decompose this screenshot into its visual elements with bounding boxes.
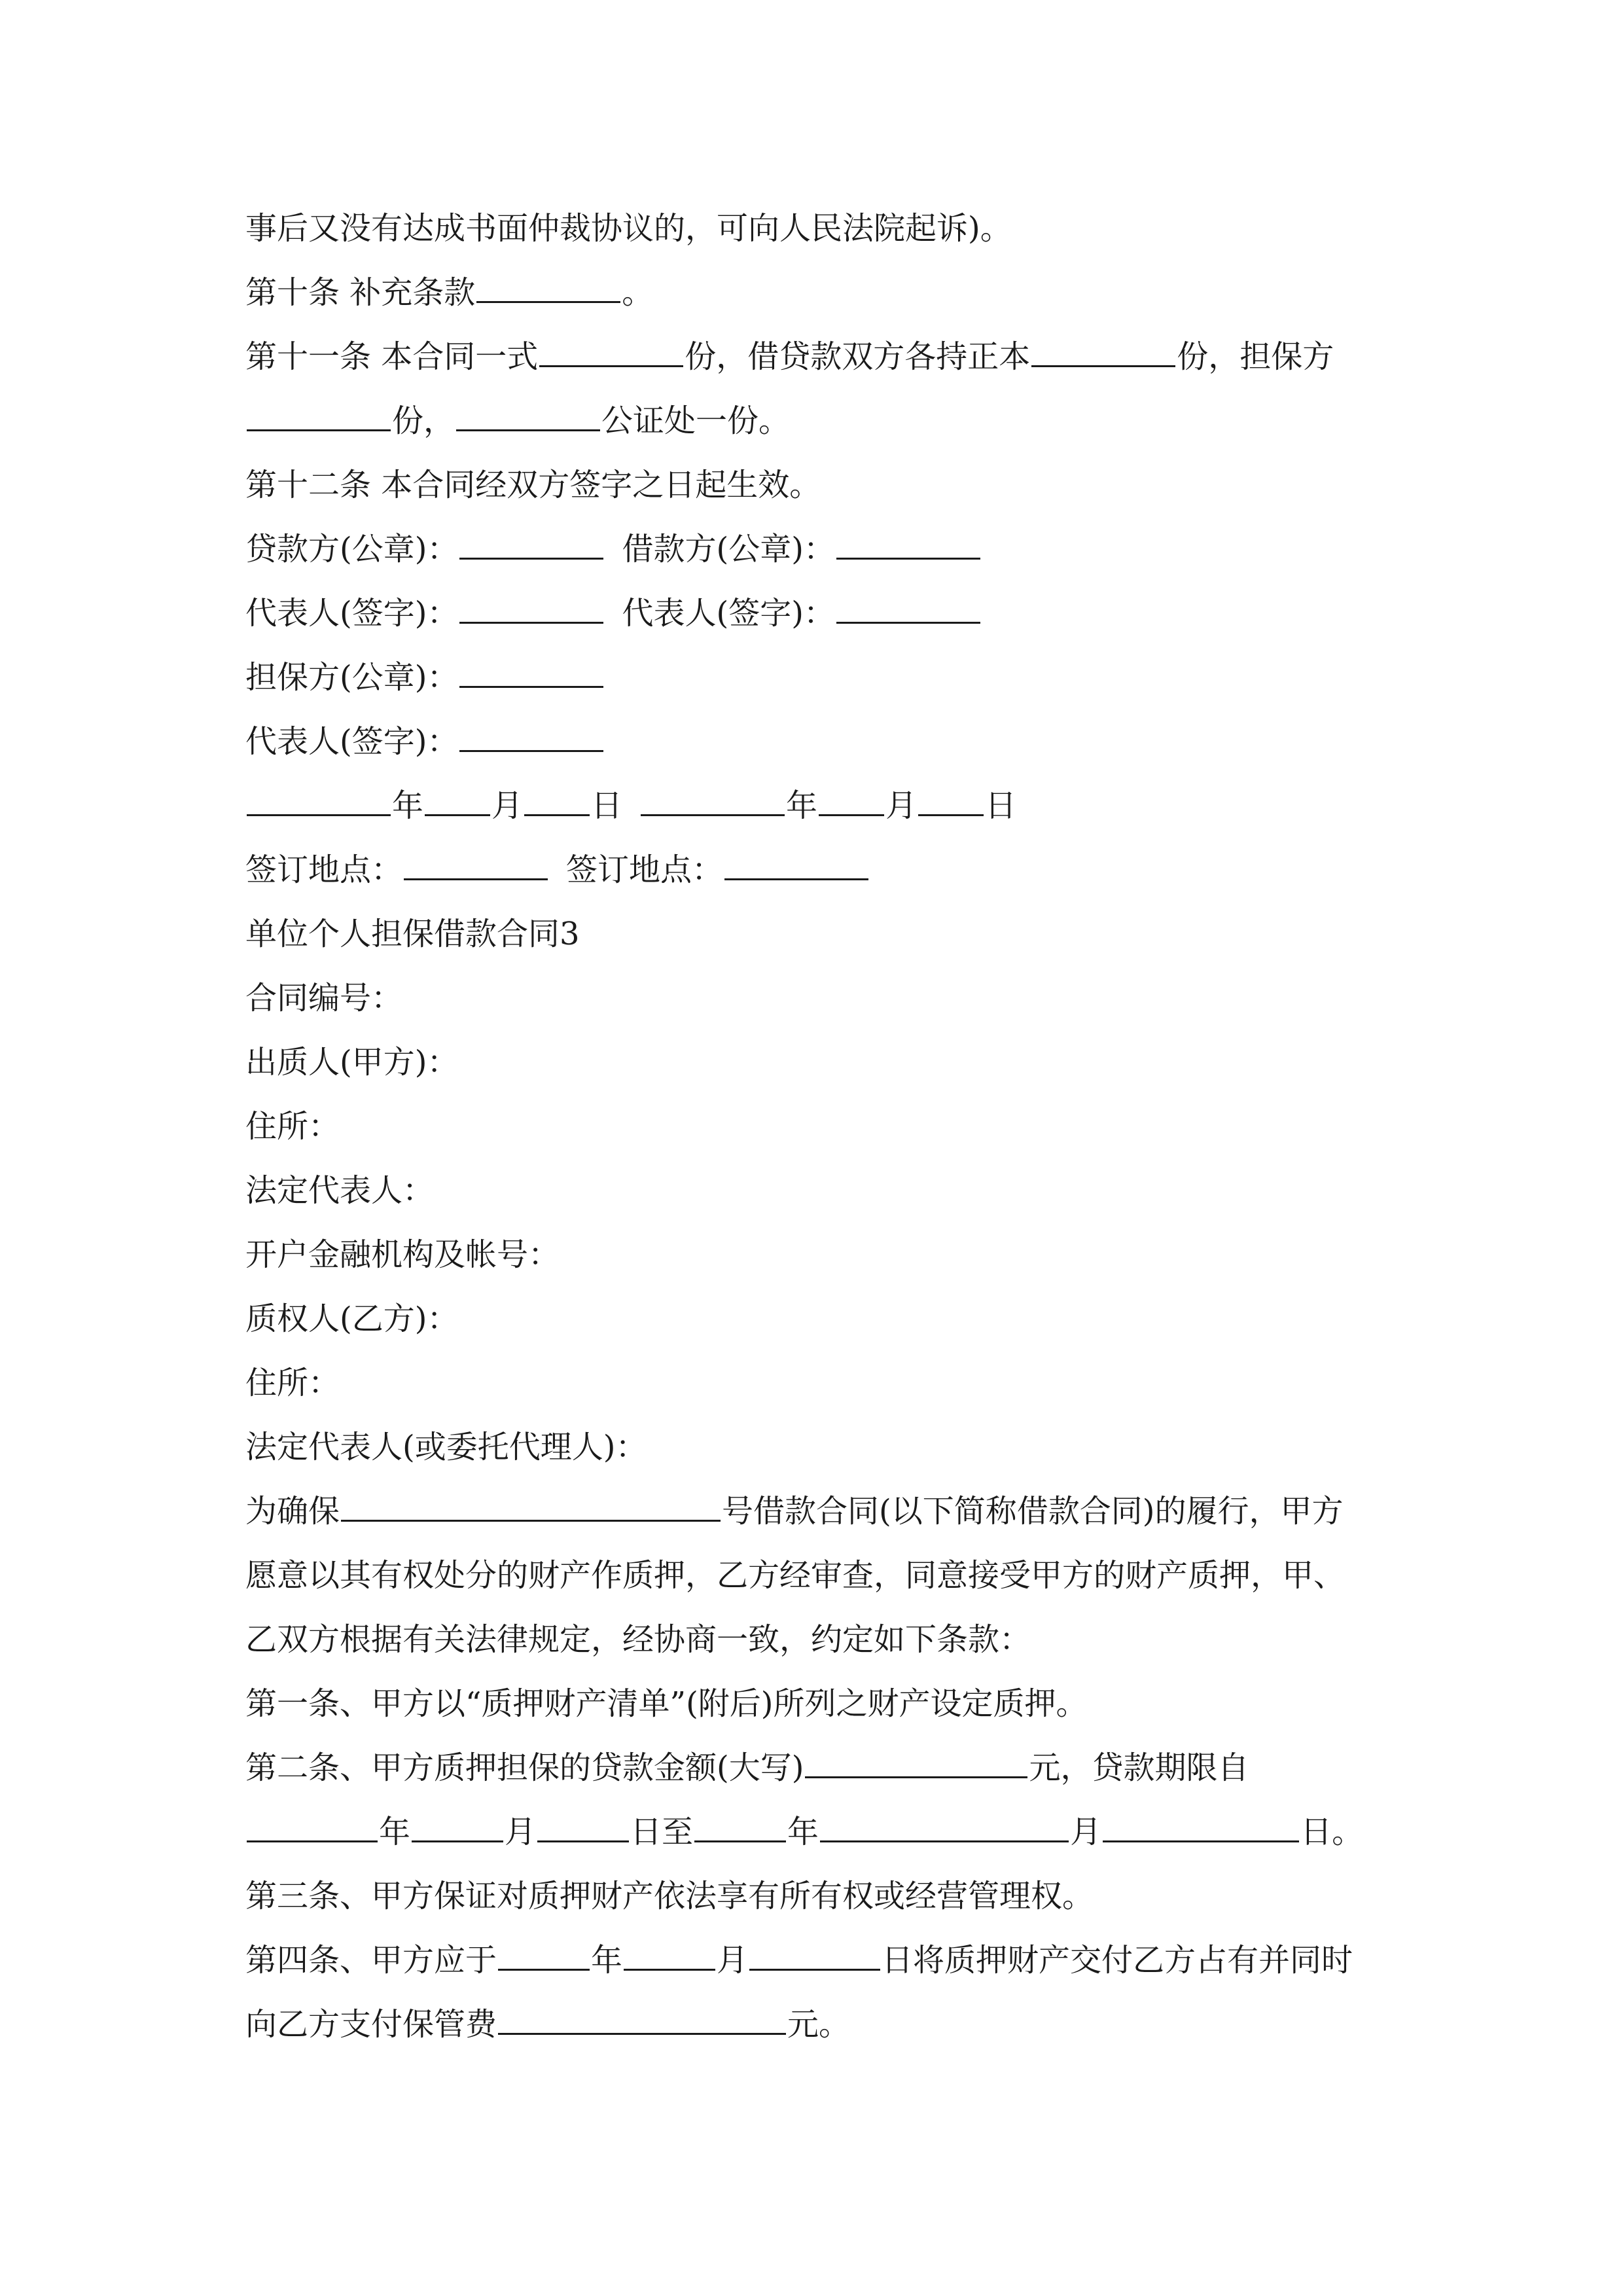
text-line bbox=[245, 847, 870, 893]
fill-blank[interactable] bbox=[524, 783, 590, 816]
fill-blank[interactable] bbox=[836, 590, 980, 624]
fill-blank[interactable] bbox=[498, 1937, 590, 1971]
text-line bbox=[245, 1873, 1094, 1919]
text-segment: 日 bbox=[985, 787, 1017, 824]
fill-blank[interactable] bbox=[459, 590, 603, 624]
fill-blank[interactable] bbox=[1103, 1809, 1299, 1842]
fill-blank[interactable] bbox=[539, 334, 683, 367]
text-line bbox=[245, 1232, 560, 1278]
text-segment: 份，借贷款双方各持正本 bbox=[685, 338, 1031, 375]
text-segment: 日。 bbox=[1300, 1814, 1364, 1850]
text-segment: 担保方(公章)： bbox=[245, 659, 459, 696]
fill-blank[interactable] bbox=[341, 1488, 721, 1522]
text-segment: 年 bbox=[787, 1814, 819, 1850]
text-segment: 日至 bbox=[630, 1814, 694, 1850]
text-segment: 向乙方支付保管费 bbox=[245, 2006, 497, 2043]
text-segment: 法定代表人： bbox=[245, 1172, 435, 1209]
text-segment: 为确保 bbox=[245, 1493, 340, 1530]
text-segment: 住所： bbox=[245, 1108, 340, 1145]
fill-blank[interactable] bbox=[918, 783, 984, 816]
fill-blank[interactable] bbox=[459, 719, 603, 752]
text-line bbox=[245, 1360, 340, 1406]
text-segment: 第十一条 本合同一式 bbox=[245, 338, 539, 375]
text-line bbox=[245, 1296, 458, 1342]
fill-blank[interactable] bbox=[1031, 334, 1175, 367]
text-segment: 日将质押财产交付乙方占有并同时 bbox=[882, 1942, 1353, 1979]
fill-blank[interactable] bbox=[498, 2001, 786, 2035]
text-line bbox=[245, 1937, 1353, 1983]
text-segment: 。 bbox=[622, 274, 654, 311]
text-line bbox=[245, 1424, 647, 1470]
text-line bbox=[245, 1681, 1088, 1727]
text-line bbox=[245, 1488, 1343, 1534]
text-line bbox=[245, 1039, 458, 1085]
text-line bbox=[245, 1745, 1249, 1791]
text-line bbox=[245, 975, 402, 1021]
text-line bbox=[245, 1103, 340, 1149]
text-segment: 事后又没有达成书面仲裁协议的，可向人民法院起诉)。 bbox=[245, 210, 1012, 247]
text-segment: 月 bbox=[505, 1814, 537, 1850]
fill-blank[interactable] bbox=[404, 847, 548, 880]
text-segment: 元，贷款期限自 bbox=[1029, 1749, 1249, 1786]
text-line bbox=[245, 1809, 1363, 1855]
text-segment: 愿意以其有权处分的财产作质押，乙方经审查，同意接受甲方的财产质押，甲、 bbox=[245, 1557, 1346, 1594]
text-line bbox=[245, 462, 821, 508]
fill-blank[interactable] bbox=[819, 783, 884, 816]
text-segment: 出质人(甲方)： bbox=[245, 1044, 459, 1081]
text-segment: 代表人(签字)： bbox=[622, 595, 835, 632]
text-segment: 法定代表人(或委托代理人)： bbox=[245, 1429, 647, 1465]
fill-blank[interactable] bbox=[749, 1937, 880, 1971]
text-segment: 第四条、甲方应于 bbox=[245, 1942, 497, 1979]
text-segment: 公证处一份。 bbox=[601, 403, 791, 439]
fill-blank[interactable] bbox=[724, 847, 868, 880]
text-line bbox=[245, 2001, 850, 2047]
fill-blank[interactable] bbox=[476, 270, 620, 303]
text-segment: 号借款合同(以下简称借款合同)的履行，甲方 bbox=[722, 1493, 1344, 1530]
text-line bbox=[245, 655, 605, 700]
fill-blank[interactable] bbox=[247, 1809, 378, 1842]
fill-blank[interactable] bbox=[641, 783, 785, 816]
text-segment: 第十二条 本合同经双方签字之日起生效。 bbox=[245, 467, 821, 503]
text-segment: 单位个人担保借款合同3 bbox=[245, 916, 580, 952]
text-segment: 第三条、甲方保证对质押财产依法享有所有权或经营管理权。 bbox=[245, 1878, 1094, 1914]
text-segment: 住所： bbox=[245, 1365, 340, 1401]
fill-blank[interactable] bbox=[805, 1745, 1027, 1778]
fill-blank[interactable] bbox=[624, 1937, 715, 1971]
text-segment: 贷款方(公章)： bbox=[245, 531, 459, 567]
text-segment: 借款方(公章)： bbox=[622, 531, 835, 567]
text-line bbox=[245, 270, 653, 315]
text-segment: 元。 bbox=[787, 2006, 851, 2043]
text-segment: 代表人(签字)： bbox=[245, 723, 459, 760]
text-segment: 第一条、甲方以“质押财产清单”(附后)所列之财产设定质押。 bbox=[245, 1685, 1088, 1722]
text-segment: 代表人(签字)： bbox=[245, 595, 459, 632]
text-segment: 乙双方根据有关法律规定，经协商一致，约定如下条款： bbox=[245, 1621, 1031, 1658]
fill-blank[interactable] bbox=[425, 783, 490, 816]
text-line bbox=[245, 526, 982, 572]
text-line bbox=[245, 206, 1012, 251]
fill-blank[interactable] bbox=[247, 783, 391, 816]
text-segment: 月 bbox=[717, 1942, 749, 1979]
fill-blank[interactable] bbox=[247, 398, 391, 431]
text-line bbox=[245, 398, 790, 444]
fill-blank[interactable] bbox=[459, 526, 603, 560]
text-segment: 签订地点： bbox=[245, 852, 403, 888]
text-segment: 合同编号： bbox=[245, 980, 403, 1016]
fill-blank[interactable] bbox=[537, 1809, 629, 1842]
text-segment: 第二条、甲方质押担保的贷款金额(大写) bbox=[245, 1749, 804, 1786]
text-line bbox=[245, 1617, 1031, 1662]
text-segment: 开户金融机构及帐号： bbox=[245, 1236, 560, 1273]
text-line bbox=[245, 1552, 1345, 1598]
section-title bbox=[245, 911, 580, 957]
text-segment: 月 bbox=[885, 787, 918, 824]
text-segment: 第十条 补充条款 bbox=[245, 274, 476, 311]
text-line bbox=[245, 590, 982, 636]
text-line bbox=[245, 719, 605, 764]
text-segment: 份， bbox=[392, 403, 455, 439]
text-line bbox=[245, 783, 1016, 829]
text-segment: 签订地点： bbox=[566, 852, 724, 888]
text-line bbox=[245, 334, 1334, 380]
text-segment: 质权人(乙方)： bbox=[245, 1300, 459, 1337]
fill-blank[interactable] bbox=[459, 655, 603, 688]
text-segment: 份，担保方 bbox=[1177, 338, 1334, 375]
fill-blank[interactable] bbox=[820, 1809, 1069, 1842]
text-segment: 日 bbox=[591, 787, 623, 824]
fill-blank[interactable] bbox=[694, 1809, 786, 1842]
text-line bbox=[245, 1168, 434, 1213]
text-segment: 年 bbox=[392, 787, 424, 824]
text-segment: 年 bbox=[591, 1942, 623, 1979]
fill-blank[interactable] bbox=[456, 398, 600, 431]
fill-blank[interactable] bbox=[412, 1809, 503, 1842]
text-segment: 月 bbox=[491, 787, 524, 824]
text-segment: 年 bbox=[379, 1814, 411, 1850]
text-segment: 月 bbox=[1070, 1814, 1102, 1850]
text-segment: 年 bbox=[786, 787, 818, 824]
fill-blank[interactable] bbox=[836, 526, 980, 560]
